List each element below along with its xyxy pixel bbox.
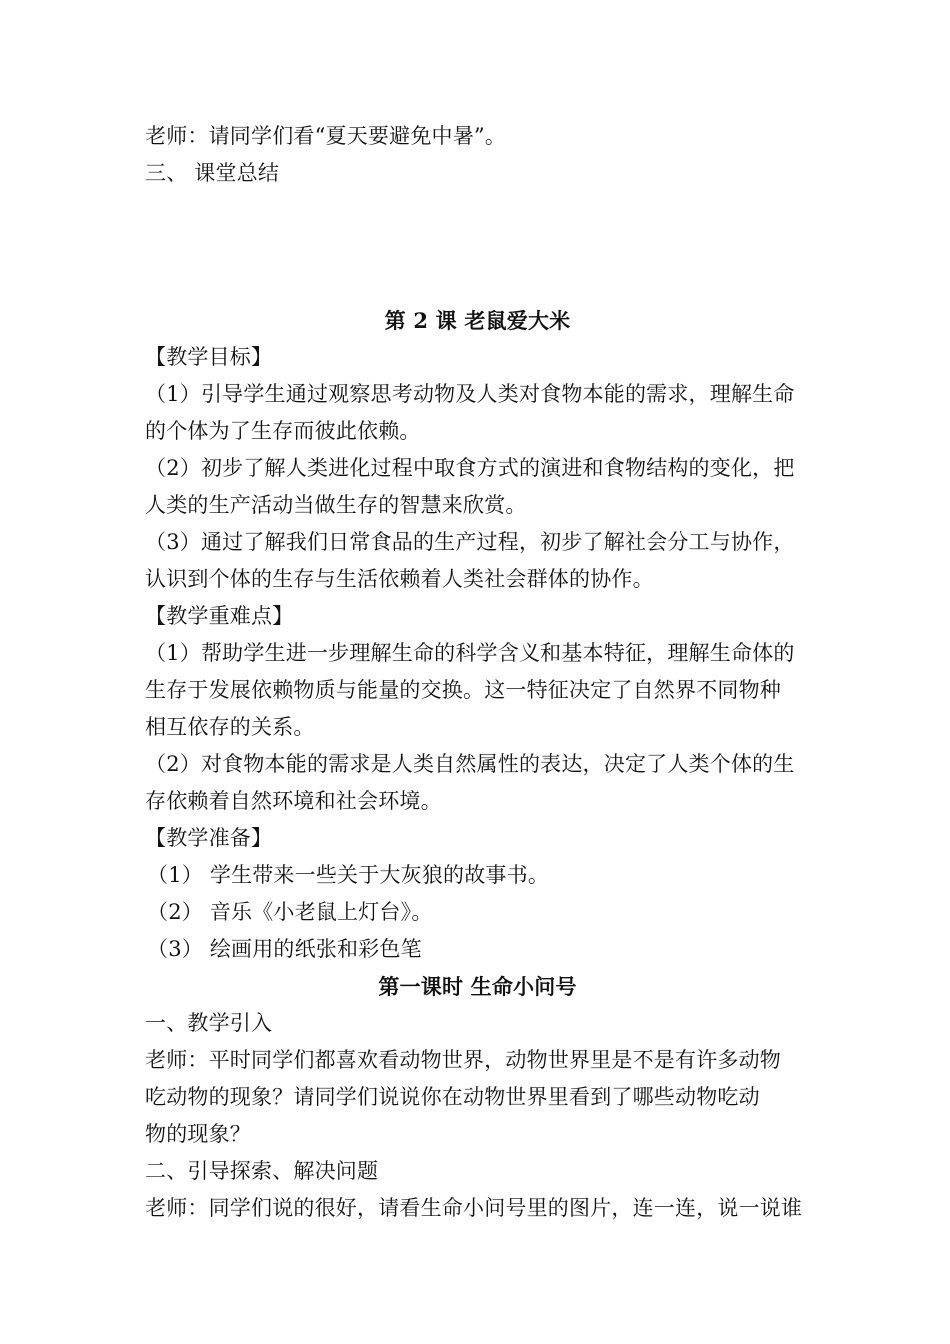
- period-title: 第一课时 生命小问号: [378, 974, 577, 999]
- key-point-line: 相互依存的关系。: [145, 715, 315, 739]
- key-point-line: 生存于发展依赖物质与能量的交换。这一特征决定了自然界不同物种: [145, 678, 781, 702]
- prep-item: （1） 学生带来一些关于大灰狼的故事书。: [147, 863, 550, 887]
- key-point-line: （2）对食物本能的需求是人类自然属性的表达，决定了人类个体的生: [145, 752, 795, 776]
- objective-line: 人类的生产活动当做生存的智慧来欣赏。: [145, 493, 527, 517]
- section-heading: 二、引导探索、解决问题: [145, 1159, 379, 1183]
- document-page: [145, 118, 810, 1227]
- objective-line: （1）引导学生通过观察思考动物及人类对食物本能的需求，理解生命: [145, 382, 795, 406]
- prep-item: （3） 绘画用的纸张和彩色笔: [147, 937, 422, 961]
- body-text: 老师：同学们说的很好，请看生命小问号里的图片，连一连，说一说谁: [145, 1196, 803, 1220]
- key-point-line: 存依赖着自然环境和社会环境。: [145, 789, 442, 813]
- key-point-line: （1）帮助学生进一步理解生命的科学含义和基本特征，理解生命体的: [145, 641, 795, 665]
- objectives-heading: 【教学目标】: [145, 345, 273, 369]
- body-text: 老师：请同学们看“夏天要避免中暑”。: [145, 124, 507, 148]
- section-heading: 一、教学引入: [145, 1011, 273, 1035]
- objective-line: （2）初步了解人类进化过程中取食方式的演进和食物结构的变化，把: [145, 456, 795, 480]
- prep-heading: 【教学准备】: [145, 826, 273, 850]
- lesson-title: 第 2 课 老鼠爱大米: [384, 308, 571, 333]
- objective-line: 认识到个体的生存与生活依赖着人类社会群体的协作。: [145, 567, 654, 591]
- objective-line: （3）通过了解我们日常食品的生产过程，初步了解社会分工与协作，: [145, 530, 795, 554]
- key-points-heading: 【教学重难点】: [145, 604, 294, 628]
- spacer: [145, 192, 810, 302]
- body-text: 吃动物的现象？请同学们说说你在动物世界里看到了哪些动物吃动: [145, 1085, 760, 1109]
- prep-item: （2） 音乐《小老鼠上灯台》。: [147, 900, 433, 924]
- section-heading: 三、 课堂总结: [145, 161, 280, 185]
- body-text: 老师：平时同学们都喜欢看动物世界，动物世界里是不是有许多动物: [145, 1048, 781, 1072]
- body-text: 物的现象？: [145, 1122, 251, 1146]
- objective-line: 的个体为了生存而彼此依赖。: [145, 419, 421, 443]
